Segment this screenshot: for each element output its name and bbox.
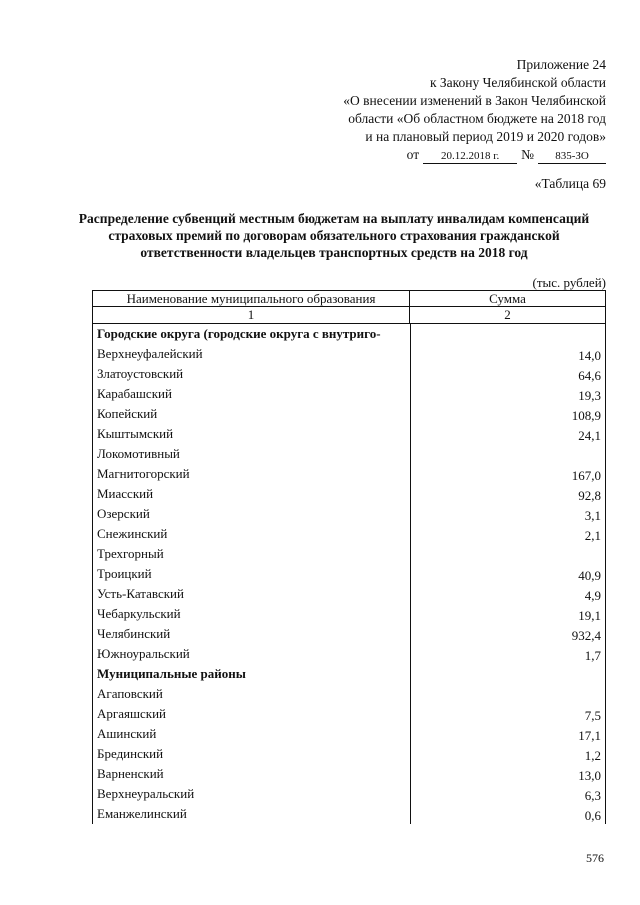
amount-cell: 24,1 [410, 424, 606, 444]
appendix-line-3: «О внесении изменений в Закон Челябинской [343, 93, 606, 108]
amount-cell: 7,5 [410, 704, 606, 724]
amount-cell: 2,1 [410, 524, 606, 544]
municipality-name: Верхнеуральский [92, 784, 410, 804]
table-label: «Таблица 69 [534, 176, 606, 191]
amount-cell: 108,9 [410, 404, 606, 424]
amount-cell [410, 544, 606, 564]
amount-cell: 0,6 [410, 804, 606, 824]
amount-cell: 1,2 [410, 744, 606, 764]
group-name: Городские округа (городские округа с внутриго- [92, 324, 410, 344]
municipality-name: Агаповский [92, 684, 410, 704]
table-row [92, 684, 606, 704]
amount-cell: 1,7 [410, 644, 606, 664]
subsidy-table [92, 290, 606, 824]
table-body [92, 324, 606, 824]
date-prefix: от [406, 147, 420, 162]
amount-cell: 932,4 [410, 624, 606, 644]
amount-cell [410, 684, 606, 704]
amount-cell: 19,3 [410, 384, 606, 404]
table-row [92, 764, 606, 784]
units-note: (тыс. рублей) [532, 275, 606, 290]
group-name: Муниципальные районы [92, 664, 410, 684]
appendix-header [343, 56, 606, 164]
table-group-row [92, 664, 606, 684]
municipality-name: Варненский [92, 764, 410, 784]
municipality-name: Ашинский [92, 724, 410, 744]
table-row [92, 724, 606, 744]
municipality-name: Чебаркульский [92, 604, 410, 624]
law-date: 20.12.2018 г. [423, 150, 517, 164]
law-date-number-row [343, 146, 606, 164]
amount-cell: 40,9 [410, 564, 606, 584]
number-prefix: № [521, 147, 534, 162]
municipality-name: Копейский [92, 404, 410, 424]
amount-cell: 64,6 [410, 364, 606, 384]
column-number-row [92, 306, 606, 324]
amount-cell [410, 664, 606, 684]
municipality-name: Локомотивный [92, 444, 410, 464]
municipality-name: Челябинский [92, 624, 410, 644]
column-number-1: 1 [92, 307, 410, 323]
municipality-name: Озерский [92, 504, 410, 524]
municipality-name: Снежинский [92, 524, 410, 544]
table-row [92, 744, 606, 764]
table-row [92, 624, 606, 644]
table-row [92, 384, 606, 404]
column-header-amount: Сумма [410, 291, 606, 306]
amount-cell: 92,8 [410, 484, 606, 504]
table-row [92, 364, 606, 384]
amount-cell: 17,1 [410, 724, 606, 744]
table-row [92, 644, 606, 664]
municipality-name: Магнитогорский [92, 464, 410, 484]
municipality-name: Аргаяшский [92, 704, 410, 724]
amount-cell: 19,1 [410, 604, 606, 624]
amount-cell: 3,1 [410, 504, 606, 524]
table-row [92, 404, 606, 424]
municipality-name: Златоустовский [92, 364, 410, 384]
municipality-name: Миасский [92, 484, 410, 504]
column-number-2: 2 [410, 307, 606, 323]
column-header-name: Наименование муниципального образования [92, 291, 410, 306]
table-row [92, 344, 606, 364]
law-number: 835-ЗО [538, 150, 606, 164]
table-row [92, 464, 606, 484]
municipality-name: Южноуральский [92, 644, 410, 664]
amount-cell: 167,0 [410, 464, 606, 484]
municipality-name: Усть-Катавский [92, 584, 410, 604]
amount-cell: 13,0 [410, 764, 606, 784]
appendix-line-2: к Закону Челябинской области [429, 75, 606, 90]
appendix-line-1: Приложение 24 [516, 57, 606, 72]
municipality-name: Верхнеуфалейский [92, 344, 410, 364]
table-row [92, 584, 606, 604]
table-row [92, 484, 606, 504]
table-row [92, 504, 606, 524]
amount-cell: 6,3 [410, 784, 606, 804]
table-row [92, 564, 606, 584]
table-row [92, 544, 606, 564]
table-row [92, 704, 606, 724]
page-number: 576 [586, 851, 604, 865]
document-title: Распределение субвенций местным бюджетам на выплату инвалидам компенсаций страховых премий по договорам обязательного страхования гражданской ответственности владельцев транспортных средств на 2018 год [78, 211, 590, 260]
table-row [92, 784, 606, 804]
municipality-name: Трехгорный [92, 544, 410, 564]
municipality-name: Брединский [92, 744, 410, 764]
municipality-name: Кыштымский [92, 424, 410, 444]
table-row [92, 604, 606, 624]
table-row [92, 444, 606, 464]
table-row [92, 524, 606, 544]
table-row [92, 804, 606, 824]
amount-cell: 4,9 [410, 584, 606, 604]
table-group-row [92, 324, 606, 344]
amount-cell [410, 324, 606, 344]
appendix-line-5: и на плановый период 2019 и 2020 годов» [365, 129, 606, 144]
appendix-line-4: области «Об областном бюджете на 2018 год [348, 111, 606, 126]
amount-cell: 14,0 [410, 344, 606, 364]
amount-cell [410, 444, 606, 464]
municipality-name: Еманжелинский [92, 804, 410, 824]
table-header-row [92, 290, 606, 306]
municipality-name: Троицкий [92, 564, 410, 584]
municipality-name: Карабашский [92, 384, 410, 404]
table-row [92, 424, 606, 444]
